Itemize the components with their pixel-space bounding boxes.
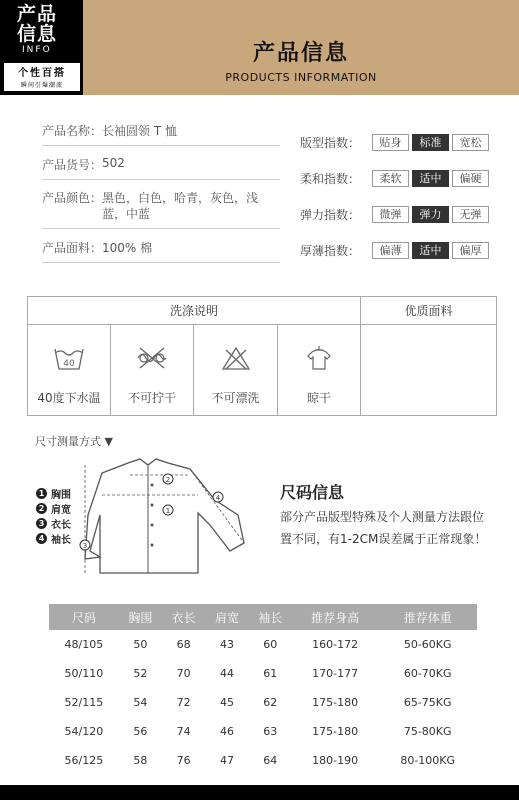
table-cell: 50-60KG [403, 638, 452, 651]
table-cell: 170-177 [312, 667, 359, 680]
measure-legend [36, 486, 71, 546]
info-label: 产品货号： [42, 158, 103, 172]
table-cell: 80-100KG [400, 754, 456, 767]
index-label: 柔和指数： [300, 171, 361, 186]
table-cell: 48/105 [64, 638, 104, 651]
table-cell: 52/115 [64, 696, 104, 709]
index-option: 偏厚 [452, 242, 489, 259]
index-row [300, 241, 500, 259]
legend-item [36, 531, 71, 546]
table-cell: 54 [133, 696, 148, 709]
banner [83, 0, 519, 95]
table-cell: 74 [176, 725, 191, 738]
care-label: 不可漂洗 [211, 391, 260, 405]
table-cell: 61 [263, 667, 278, 680]
table-cell: 47 [219, 754, 234, 767]
table-cell: 64 [263, 754, 278, 767]
index-option-selected: 适中 [412, 242, 449, 259]
legend-num: 3 [36, 518, 47, 529]
column-header: 胸围 [119, 604, 162, 630]
care-label: 40度下水温 [37, 391, 101, 405]
column-header: 袖长 [249, 604, 292, 630]
index-option: 柔软 [372, 170, 409, 187]
header [0, 0, 519, 95]
legend-num: 2 [36, 503, 47, 514]
care-item [278, 325, 361, 415]
index-row [300, 133, 500, 151]
svg-text:4: 4 [215, 494, 221, 502]
legend-label: 胸围 [51, 490, 71, 501]
legend-label: 肩宽 [51, 505, 71, 516]
care-item [194, 325, 278, 415]
index-option-selected: 标准 [412, 134, 449, 151]
table-cell: 50/110 [64, 667, 104, 680]
wash-40-icon [53, 345, 85, 371]
info-row [42, 122, 280, 146]
marker-4-icon [213, 492, 223, 502]
table-row [49, 717, 477, 746]
table-cell: 62 [263, 696, 278, 709]
column-header: 推荐身高 [292, 604, 379, 630]
care-item [111, 325, 194, 415]
table-cell: 75-80KG [403, 725, 452, 738]
product-info [42, 122, 280, 273]
quality-header: 优质面料 [361, 297, 496, 325]
care-label: 晾干 [306, 391, 331, 405]
info-value: 100% 棉 [102, 241, 153, 255]
legend-label: 袖长 [51, 535, 71, 546]
index-option: 偏薄 [372, 242, 409, 259]
info-value: 502 [102, 156, 125, 170]
slogan-text: 个性百搭 [18, 68, 66, 79]
info-value: 长袖圆领 T 恤 [102, 124, 177, 138]
table-cell: 180-190 [312, 754, 359, 767]
logo-line2: 信息 [17, 23, 58, 45]
table-row [49, 688, 477, 717]
table-cell: 65-75KG [403, 696, 452, 709]
table-cell: 50 [133, 638, 148, 651]
table-cell: 58 [133, 754, 148, 767]
info-label: 产品名称： [42, 124, 103, 138]
legend-item [36, 516, 71, 531]
info-label: 产品颜色： [42, 191, 103, 205]
size-table [49, 604, 477, 775]
index-option-selected: 弹力 [412, 206, 449, 223]
wash-temp: 40 [63, 359, 75, 369]
index-label: 弹力指数： [300, 207, 361, 222]
info-row [42, 190, 280, 229]
legend-item [36, 486, 71, 501]
marker-2-icon [163, 474, 173, 484]
table-cell: 60-70KG [403, 667, 452, 680]
index-option: 贴身 [372, 134, 409, 151]
index-label: 版型指数： [300, 135, 361, 150]
svg-text:3: 3 [82, 542, 88, 550]
hang-dry-icon [303, 345, 335, 371]
no-wring-icon [136, 345, 168, 371]
table-cell: 60 [263, 638, 278, 651]
table-cell: 70 [176, 667, 191, 680]
column-header: 推荐体重 [378, 604, 477, 630]
marker-1-icon [163, 505, 173, 515]
table-cell: 175-180 [312, 696, 359, 709]
table-cell: 175-180 [312, 725, 359, 738]
legend-num: 1 [36, 488, 47, 499]
table-cell: 52 [133, 667, 148, 680]
table-cell: 76 [176, 754, 191, 767]
logo-slogan [4, 63, 80, 91]
info-row [42, 156, 280, 180]
table-row [49, 746, 477, 775]
measure-title: 尺寸测量方式 ▼ [35, 435, 113, 448]
info-row [42, 239, 280, 263]
index-row [300, 169, 500, 187]
index-option: 偏硬 [452, 170, 489, 187]
legend-label: 衣长 [51, 520, 71, 531]
table-cell: 56 [133, 725, 148, 738]
column-header: 尺码 [49, 604, 119, 630]
legend-item [36, 501, 71, 516]
table-header-row [49, 604, 477, 630]
table-row [49, 659, 477, 688]
table-cell: 72 [176, 696, 191, 709]
info-value: 黑色，白色，哈青，灰色，浅蓝，中蓝 [102, 191, 259, 221]
logo-en: INFO [22, 45, 52, 55]
no-bleach-icon [220, 345, 252, 371]
index-option: 宽松 [452, 134, 489, 151]
legend-num: 4 [36, 533, 47, 544]
table-cell: 45 [219, 696, 234, 709]
logo [0, 0, 83, 95]
size-info-note: 部分产品版型特殊及个人测量方法跟位置不同，有1-2CM误差属于正常现象！ [280, 510, 487, 546]
index-label: 厚薄指数： [300, 243, 361, 258]
banner-title: 产品信息 [252, 41, 349, 66]
index-option-selected: 适中 [412, 170, 449, 187]
table-cell: 63 [263, 725, 278, 738]
table-cell: 46 [219, 725, 234, 738]
bottom-bar [0, 785, 519, 800]
logo-line1: 产品 [17, 3, 58, 25]
column-header: 衣长 [162, 604, 205, 630]
info-label: 产品面料： [42, 241, 103, 255]
slogan-sub: 瞬间引爆潮流 [20, 82, 63, 89]
size-info-title: 尺码信息 [280, 483, 345, 502]
care-header: 洗涤说明 [28, 297, 361, 325]
svg-text:2: 2 [165, 476, 171, 484]
table-cell: 160-172 [312, 638, 359, 651]
care-item [28, 325, 111, 415]
banner-subtitle: PRODUCTS INFORMATION [225, 71, 377, 84]
index-option: 微弹 [372, 206, 409, 223]
care-label: 不可拧干 [127, 391, 176, 405]
product-indices [300, 133, 500, 277]
index-row [300, 205, 500, 223]
table-cell: 44 [219, 667, 234, 680]
index-option: 无弹 [452, 206, 489, 223]
svg-text:1: 1 [165, 507, 171, 515]
marker-3-icon [80, 540, 90, 550]
table-cell: 54/120 [64, 725, 104, 738]
table-cell: 43 [219, 638, 234, 651]
table-row [49, 630, 477, 659]
table-cell: 68 [176, 638, 191, 651]
table-cell: 56/125 [64, 754, 104, 767]
column-header: 肩宽 [205, 604, 248, 630]
care-instructions [27, 296, 497, 416]
